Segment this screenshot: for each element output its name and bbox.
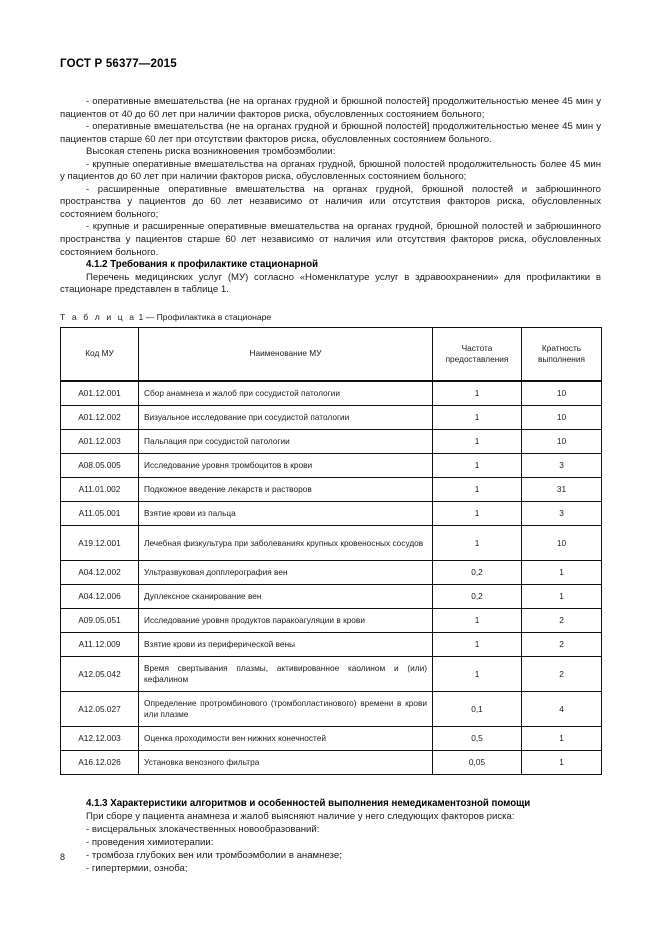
paragraph-risk-2: - оперативные вмешательства (не на органах грудной и брюшной полостей] продолжительностью менее 45 мин у пациентов старше 60 лет при отсутствии факторов риска, обусловленных состоянием больного. <box>60 121 601 145</box>
cell-name: Оценка проходимости вен нижних конечностей <box>139 726 433 750</box>
cell-multiplicity: 31 <box>522 477 602 501</box>
cell-frequency: 1 <box>433 381 522 406</box>
cell-frequency: 1 <box>433 608 522 632</box>
risk-factor-item-3: - тромбоза глубоких вен или тромбоэмболии в анамнезе; <box>86 849 342 861</box>
cell-frequency: 1 <box>433 477 522 501</box>
section-heading-413: 4.1.3 Характеристики алгоритмов и особенностей выполнения немедикаментозной помощи <box>86 797 531 809</box>
section-heading-412: 4.1.2 Требования к профилактике стационарной <box>86 259 319 271</box>
table-row <box>61 726 602 750</box>
cell-frequency: 0,5 <box>433 726 522 750</box>
cell-frequency: 1 <box>433 405 522 429</box>
table-row <box>61 525 602 560</box>
paragraph-high-risk-3: - крупные и расширенные оперативные вмешательства на органах грудной, брюшной полостей и забрюшинного пространства у пациентов старше 60 лет независимо от наличия или отсутствия факторов риска, обусловленных состоянием больного. <box>60 221 601 258</box>
table-row <box>61 429 602 453</box>
cell-multiplicity: 1 <box>522 750 602 774</box>
cell-name: Взятие крови из периферической вены <box>139 632 433 656</box>
table-row <box>61 477 602 501</box>
cell-code: A12.05.042 <box>61 656 139 691</box>
cell-name: Определение протромбинового (тромбопластинового) времени в крови или плазме <box>139 691 433 726</box>
cell-name: Подкожное введение лекарств и растворов <box>139 477 433 501</box>
cell-multiplicity: 3 <box>522 501 602 525</box>
section-413 <box>60 797 601 875</box>
cell-code: A16.12.026 <box>61 750 139 774</box>
table-row <box>61 405 602 429</box>
cell-multiplicity: 4 <box>522 691 602 726</box>
table-row <box>61 608 602 632</box>
cell-code: A11.01.002 <box>61 477 139 501</box>
table-header <box>61 327 602 381</box>
cell-code: A01.12.002 <box>61 405 139 429</box>
risk-factor-item-1: - висцеральных злокачественных новообразований: <box>86 823 320 835</box>
column-header-code: Код МУ <box>61 327 139 381</box>
column-header-name: Наименование МУ <box>139 327 433 381</box>
cell-frequency: 0,1 <box>433 691 522 726</box>
table-row <box>61 632 602 656</box>
table-caption <box>60 312 601 322</box>
medical-services-table <box>60 327 602 775</box>
standard-header: ГОСТ Р 56377—2015 <box>60 58 177 70</box>
column-header-multiplicity-line1: Кратность <box>541 343 582 353</box>
column-header-frequency-line2: предоставления <box>445 353 509 364</box>
table-row <box>61 656 602 691</box>
cell-multiplicity: 10 <box>522 405 602 429</box>
table-row <box>61 584 602 608</box>
cell-name: Визуальное исследование при сосудистой патологии <box>139 405 433 429</box>
cell-frequency: 0,05 <box>433 750 522 774</box>
cell-code: A12.12.003 <box>61 726 139 750</box>
cell-frequency: 1 <box>433 429 522 453</box>
cell-code: A19.12.001 <box>61 525 139 560</box>
cell-code: A04.12.002 <box>61 560 139 584</box>
cell-multiplicity: 1 <box>522 560 602 584</box>
paragraph-high-risk-intro: Высокая степень риска возникновения тромбоэмболии: <box>86 146 336 158</box>
cell-multiplicity: 10 <box>522 525 602 560</box>
section-413-intro: При сборе у пациента анамнеза и жалоб выясняют наличие у него следующих факторов риска: <box>86 810 515 822</box>
table-row <box>61 453 602 477</box>
cell-multiplicity: 2 <box>522 632 602 656</box>
cell-name: Время свертывания плазмы, активированное каолином и (или) кефалином <box>139 656 433 691</box>
table-row <box>61 750 602 774</box>
risk-factor-item-2: - проведения химиотерапии: <box>86 836 214 848</box>
table-row <box>61 501 602 525</box>
cell-frequency: 1 <box>433 656 522 691</box>
cell-code: A11.12.009 <box>61 632 139 656</box>
column-header-multiplicity <box>522 327 602 381</box>
risk-factor-item-4: - гипертермии, озноба; <box>86 862 188 874</box>
paragraph-risk-1: - оперативные вмешательства (не на органах грудной и брюшной полостей] продолжительностью менее 45 мин у пациентов от 40 до 60 лет при наличии факторов риска, обусловленных состоянием больного; <box>60 96 601 120</box>
cell-code: A11.05.001 <box>61 501 139 525</box>
cell-frequency: 1 <box>433 501 522 525</box>
table-row <box>61 381 602 406</box>
cell-multiplicity: 2 <box>522 608 602 632</box>
cell-name: Дуплексное сканирование вен <box>139 584 433 608</box>
cell-code: A01.12.003 <box>61 429 139 453</box>
table-header-row <box>61 327 602 381</box>
cell-multiplicity: 1 <box>522 726 602 750</box>
cell-name: Взятие крови из пальца <box>139 501 433 525</box>
section-412-text: Перечень медицинских услуг (МУ) согласно «Номенклатуре услуг в здравоохранении» для профилактики в стационаре представлен в таблице 1. <box>60 271 601 296</box>
table-body <box>61 381 602 775</box>
cell-multiplicity: 10 <box>522 381 602 406</box>
cell-frequency: 1 <box>433 525 522 560</box>
cell-multiplicity: 3 <box>522 453 602 477</box>
page-number: 8 <box>60 852 66 862</box>
cell-frequency: 1 <box>433 632 522 656</box>
cell-frequency: 0,2 <box>433 584 522 608</box>
column-header-frequency <box>433 327 522 381</box>
cell-name: Ультразвуковая допплерография вен <box>139 560 433 584</box>
cell-frequency: 0,2 <box>433 560 522 584</box>
cell-multiplicity: 1 <box>522 584 602 608</box>
table-row <box>61 691 602 726</box>
cell-name: Лечебная физкультура при заболеваниях крупных кровеносных сосудов <box>139 525 433 560</box>
table-row <box>61 560 602 584</box>
paragraph-high-risk-1: - крупные оперативные вмешательства на органах грудной, брюшной полостей продолжительность более 45 мин у пациентов до 60 лет при наличии факторов риска, обусловленных состоянием больного; <box>60 158 601 183</box>
cell-multiplicity: 10 <box>522 429 602 453</box>
cell-name: Пальпация при сосудистой патологии <box>139 429 433 453</box>
cell-frequency: 1 <box>433 453 522 477</box>
cell-code: A04.12.006 <box>61 584 139 608</box>
cell-code: A09.05.051 <box>61 608 139 632</box>
cell-name: Сбор анамнеза и жалоб при сосудистой патологии <box>139 381 433 406</box>
cell-code: A12.05.027 <box>61 691 139 726</box>
cell-code: A01.12.001 <box>61 381 139 406</box>
cell-name: Установка венозного фильтра <box>139 750 433 774</box>
table-caption-text: 1 — Профилактика в стационаре <box>138 311 272 322</box>
cell-name: Исследование уровня продуктов паракоагуляции в крови <box>139 608 433 632</box>
paragraph-high-risk-2: - расширенные оперативные вмешательства на органах грудной, брюшной полостей и забрюшинного пространства у пациентов до 60 лет независимо от наличия или отсутствия факторов риска, обусловленных состоянием больного; <box>60 183 601 220</box>
cell-code: A08.05.005 <box>61 453 139 477</box>
cell-multiplicity: 2 <box>522 656 602 691</box>
table-caption-label: Т а б л и ц а <box>60 311 137 322</box>
cell-name: Исследование уровня тромбоцитов в крови <box>139 453 433 477</box>
page-content <box>60 58 601 875</box>
column-header-multiplicity-line2: выполнения <box>537 353 586 364</box>
column-header-frequency-line1: Частота <box>461 343 493 353</box>
